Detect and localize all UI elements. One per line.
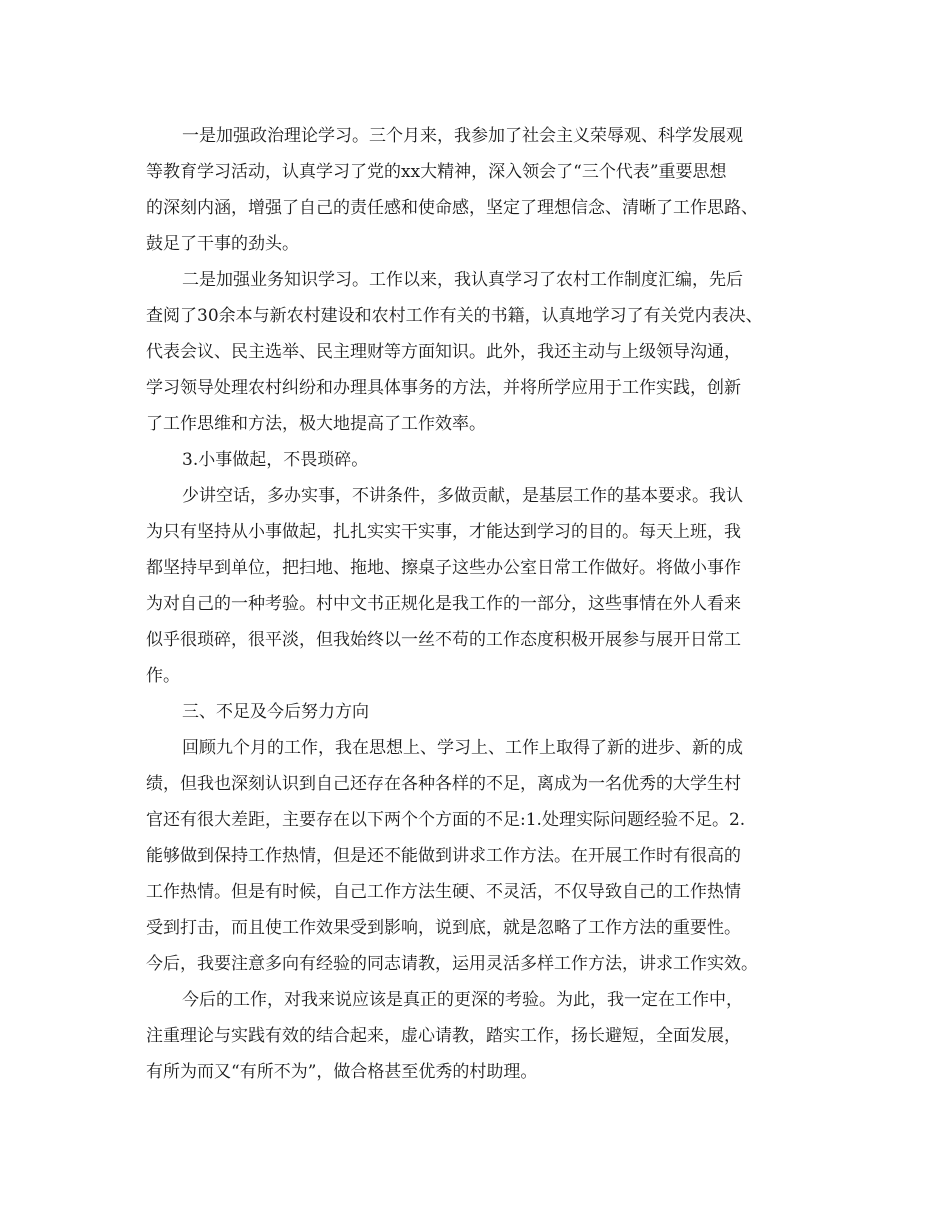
paragraph-line: 鼓足了干事的劲头。 [146, 234, 299, 254]
paragraph-line: 作。 [146, 666, 180, 686]
paragraph-line: 为对自己的一种考验。村中文书正规化是我工作的一部分，这些事情在外人看来 [146, 594, 741, 614]
paragraph-line: 能够做到保持工作热情，但是还不能做到讲求工作方法。在开展工作时有很高的 [146, 846, 741, 866]
paragraph-line: 一是加强政治理论学习。三个月来，我参加了社会主义荣辱观、科学发展观 [182, 126, 743, 146]
paragraph-line: 受到打击，而且使工作效果受到影响，说到底，就是忽略了工作方法的重要性。 [146, 918, 741, 938]
paragraph-line: 都坚持早到单位，把扫地、拖地、擦桌子这些办公室日常工作做好。将做小事作 [146, 558, 741, 578]
paragraph-line: 等教育学习活动，认真学习了党的xx大精神，深入领会了“三个代表”重要思想 [146, 162, 727, 182]
paragraph-line: 为只有坚持从小事做起，扎扎实实干实事，才能达到学习的目的。每天上班，我 [146, 522, 741, 542]
document-body [146, 118, 814, 1090]
paragraph-line: 少讲空话，多办实事，不讲条件，多做贡献，是基层工作的基本要求。我认 [182, 486, 743, 506]
paragraph-line: 回顾九个月的工作，我在思想上、学习上、工作上取得了新的进步、新的成 [182, 738, 743, 758]
paragraph-line: 有所为而又“有所不为”，做合格甚至优秀的村助理。 [146, 1062, 538, 1082]
section-heading: 3.小事做起，不畏琐碎。 [182, 450, 369, 470]
paragraph-line: 绩，但我也深刻认识到自己还存在各种各样的不足，离成为一名优秀的大学生村 [146, 774, 741, 794]
paragraph-line: 代表会议、民主选举、民主理财等方面知识。此外，我还主动与上级领导沟通， [146, 342, 741, 362]
paragraph-line: 了工作思维和方法，极大地提高了工作效率。 [146, 414, 486, 434]
paragraph-line: 今后的工作，对我来说应该是真正的更深的考验。为此，我一定在工作中， [182, 990, 743, 1010]
paragraph-line: 注重理论与实践有效的结合起来，虚心请教，踏实工作，扬长避短，全面发展， [146, 1026, 741, 1046]
paragraph-line: 的深刻内涵，增强了自己的责任感和使命感，坚定了理想信念、清晰了工作思路、 [146, 198, 758, 218]
paragraph-line: 工作热情。但是有时候，自己工作方法生硬、不灵活，不仅导致自己的工作热情 [146, 882, 741, 902]
paragraph-line: 学习领导处理农村纠纷和办理具体事务的方法，并将所学应用于工作实践，创新 [146, 378, 741, 398]
paragraph-line: 二是加强业务知识学习。工作以来，我认真学习了农村工作制度汇编，先后 [182, 270, 743, 290]
section-heading: 三、不足及今后努力方向 [182, 702, 369, 722]
paragraph-line: 官还有很大差距，主要存在以下两个个方面的不足:1.处理实际问题经验不足。2. [146, 810, 746, 830]
paragraph-line: 似乎很琐碎，很平淡，但我始终以一丝不苟的工作态度积极开展参与展开日常工 [146, 630, 741, 650]
paragraph-line: 查阅了30余本与新农村建设和农村工作有关的书籍，认真地学习了有关党内表决、 [146, 306, 763, 326]
paragraph-line: 今后，我要注意多向有经验的同志请教，运用灵活多样工作方法，讲求工作实效。 [146, 954, 758, 974]
